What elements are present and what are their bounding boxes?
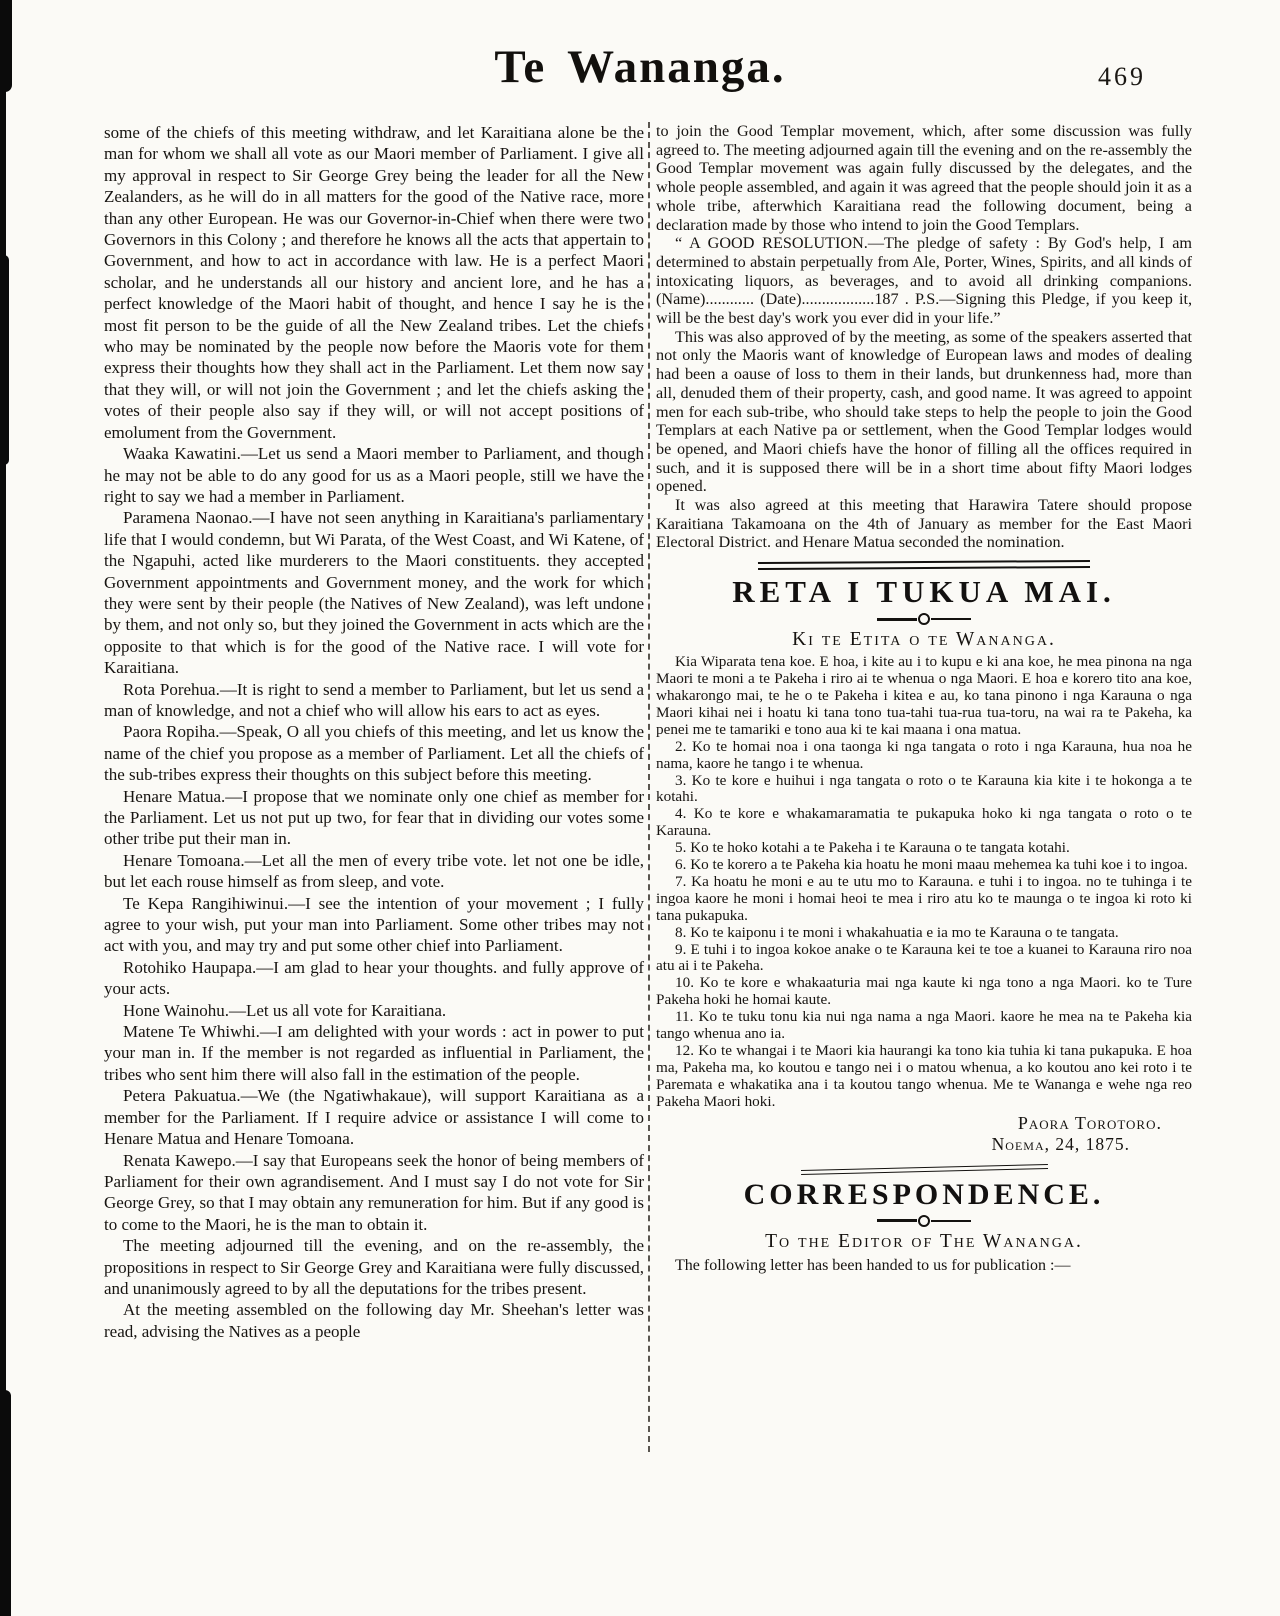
paragraph: Henare Tomoana.—Let all the men of every tribe vote. let not one be idle, but let each rouse himself as from sleep, and vote.: [104, 850, 644, 892]
masthead: [0, 40, 1280, 94]
right-column: [656, 122, 1192, 1275]
paragraph: The meeting adjourned till the evening, and on the re-assembly, the propositions in respect to Sir George Grey and Karaitiana were fully discussed, and unanimously agreed to by all the deputations for the tribes present.: [104, 1236, 644, 1298]
paragraph: Hone Wainohu.—Let us all vote for Karaitiana.: [123, 1000, 447, 1020]
paragraph: 12. Ko te whangai i te Maori kia haurangi ka tono kia tuhia ki tana pukapuka. E hoa ma, Pakeha ma, ko koutou e tango nei i o matou whenua, a ko koutou ano kei roto i te Paremata e whakatika ana i ta koutou tango whenua. Me te Wananga e wehe nga reo Pakeha Maori hoki.: [656, 1042, 1192, 1110]
section-separator-rule: [801, 1164, 1048, 1175]
ornament-circle: [918, 613, 930, 625]
masthead-title: Te Wananga.: [494, 41, 786, 93]
column-divider-rule: [648, 122, 650, 1452]
paragraph: The following letter has been handed to us for publication :—: [675, 1256, 1071, 1274]
double-rule-separator: [758, 560, 1090, 570]
correspondence-body: [656, 1256, 1192, 1275]
paragraph: some of the chiefs of this meeting withdraw, and let Karaitiana alone be the man for whom we shall all vote as our Maori member of Parliament. I give all my approval in respect to Sir George Grey being the leader for all the New Zealanders, as he will do in all matters for the good of the Native race, more than any other European. He was our Governor-in-Chief when there were two Governors in this Colony ; and therefore he knows all the acts that appertain to Government, and how to act in accordance with law. He is a perfect Maori scholar, and he understands all our history and ancient lore, and he has a perfect knowledge of the Maori habit of thought, and hence I say he is the most fit person to be the guide of all the New Zealand tribes. Let the chiefs who may be nominated by the people now before the Maoris vote for them express their thoughts how they shall act in the Parliament. Let them now say that they will, or will not join the Government ; and let the chiefs asking the votes of their people also say if they will, or will not accept positions of emolument from the Government.: [104, 123, 644, 442]
section-title-correspondence: CORRESPONDENCE.: [743, 1177, 1105, 1211]
paragraph: It was also agreed at this meeting that Harawira Tatere should propose Karaitiana Takamoana on the 4th of January as member for the East Maori Electoral District. and Henare Matua seconded the nomination.: [656, 496, 1192, 552]
paragraph: 3. Ko te kore e huihui i nga tangata o roto o te Karauna kia kite i te hokonga a te kotahi.: [656, 771, 1192, 806]
editor-salutation: To the Editor of The Wananga.: [765, 1230, 1083, 1252]
ornament-divider: [656, 613, 1192, 625]
paragraph: Paramena Naonao.—I have not seen anything in Karaitiana's parliamentary life that I would condemn, but Wi Parata, of the West Coast, and Wi Katene, of the Ngapuhi, acted like murderers to the Maori constituents. they accepted Government appointments and Government money, and the work for which they were sent by their people (the Natives of New Zealand), was left undone by them, and not only so, but they joined the Government in acts which are the opposite to that which is for the good of the Native race. I will vote for Karaitiana.: [104, 508, 644, 678]
ornament-line-left: [877, 1219, 917, 1222]
ornament-line-left: [877, 618, 917, 621]
paragraph: 10. Ko te kore e whakaaturia mai nga kaute ki nga tono a nga Maori. ko te Ture Pakeha hoki he homai kaute.: [656, 974, 1192, 1009]
paragraph: Matene Te Whiwhi.—I am delighted with your words : act in power to put your man in. If the member is not regarded as influential in Parliament, the tribes who sent him there will also fall in the estimation of the people.: [104, 1022, 644, 1084]
left-column: [104, 122, 644, 1342]
paragraph: Rotohiko Haupapa.—I am glad to hear your thoughts. and fully approve of your acts.: [104, 957, 644, 999]
paragraph: 8. Ko te kaiponu i te moni i whakahuatia e ia mo te Karauna o te tangata.: [675, 923, 1119, 941]
section-title-reta-i-tukua-mai: RETA I TUKUA MAI.: [732, 574, 1116, 610]
paragraph: At the meeting assembled on the following day Mr. Sheehan's letter was read, advising the Natives as a people: [104, 1300, 644, 1341]
paragraph: 11. Ko te tuku tonu kia nui nga nama a nga Maori. kaore he mea na te Pakeha kia tango whenua ano ia.: [656, 1008, 1192, 1043]
paragraph: 2. Ko te homai noa i ona taonga ki nga tangata o roto i nga Karauna, hua noa he nama, kaore he tango i te whenua.: [656, 737, 1192, 772]
paragraph: 7. Ka hoatu he moni e au te utu mo to Karauna. e tuhi i to ingoa. no te tuhinga i te ingoa kaore he moni i homai heoi te mea i riro atu ko te maunga o te ingoa ki roto ki tana pukapuka.: [656, 872, 1192, 924]
letter-signature: Paora Torotoro.: [1017, 1112, 1162, 1133]
ornament-circle: [918, 1215, 930, 1227]
paragraph: 5. Ko te hoko kotahi a te Pakeha i te Karauna o te tangata kotahi.: [675, 839, 1070, 857]
page-number: 469: [1098, 62, 1146, 91]
reta-letter-body: [656, 654, 1192, 1110]
paragraph: “ A GOOD RESOLUTION.—The pledge of safety : By God's help, I am determined to abstain perpetually from Ale, Porter, Wines, Spirits, and all kinds of intoxicating liquors, as beverages, and to avoid all drinking companions. (Name)............ (Date)..................187 . P.S.—Signing this Pledge, if you keep it, will be the best day's work you ever did in your life.”: [656, 234, 1192, 328]
paragraph: Henare Matua.—I propose that we nominate only one chief as member for the Parliament. Let us not put up two, for fear that in dividing our votes some other tribe put their man in.: [104, 786, 644, 849]
scan-artifact-blob-middle: [0, 255, 9, 465]
ornament-line-right: [931, 618, 971, 620]
scan-artifact-left-edge: [0, 0, 6, 1616]
letter-date: Noema, 24, 1875.: [991, 1133, 1130, 1154]
scan-artifact-blob-bottom: [0, 1390, 11, 1616]
paragraph: This was also approved of by the meeting, as some of the speakers asserted that not only the Maoris want of knowledge of European laws and modes of dealing had been a oause of loss to them in their lands, but drunkenness had, more than all, denuded them of their property, cash, and good name. It was agreed to appoint men for each sub-tribe, who should take steps to help the people to join the Good Templars at each Native pa or settlement, when the Good Templar lodges would be opened, and Maori chiefs have the honor of filling all the offices required in such, and it is supposed there will be in a short time about fifty Maori lodges opened.: [656, 327, 1192, 496]
paragraph: Te Kepa Rangihiwinui.—I see the intention of your movement ; I fully agree to your wish, put your man into Parliament. Some other tribes may not act with you, and may try and put some other chief into Parliament.: [104, 893, 644, 956]
paragraph: Paora Ropiha.—Speak, O all you chiefs of this meeting, and let us know the name of the chief you propose as a member of Parliament. Let all the chiefs of the sub-tribes express their thoughts on this subject before this meeting.: [104, 722, 644, 785]
paragraph: Petera Pakuatua.—We (the Ngatiwhakaue), will support Karaitiana as a member for the Parliament. If I require advice or assistance I will come to Henare Matua and Henare Tomoana.: [104, 1086, 644, 1149]
letter-salutation: Ki te Etita o te Wananga.: [792, 629, 1056, 651]
paragraph: Kia Wiparata tena koe. E hoa, i kite au i to kupu e ki ana koe, he mea pinona na nga Maori te moni a te Pakeha i riro ai te whenua o nga Maori. E hoa e korero tito ana koe, whakarongo mai, te he o te Pakeha i kitea e au, ko tana pinono i nga Karauna o nga Maori kihai nei i hoatu ki tana tono tua-tahi tua-rua tua-toru, na wai ra te Pakeha, ka penei me te tamariki e tono aua ki te kai maana i ona matua.: [656, 653, 1192, 738]
paragraph: Waaka Kawatini.—Let us send a Maori member to Parliament, and though he may not be able to do any good for us as a Maori people, still we have the right to say we had a member in Parliament.: [104, 444, 644, 506]
paragraph: 4. Ko te kore e whakamaramatia te pukapuka hoko ki nga tangata o roto o te Karauna.: [656, 805, 1192, 840]
right-column-top-paragraphs: [656, 122, 1192, 552]
paragraph: Rota Porehua.—It is right to send a member to Parliament, but let us send a man of knowledge, and not a chief who will allow his ears to act as eyes.: [104, 679, 644, 720]
paragraph: 9. E tuhi i to ingoa kokoe anake o te Karauna kei te toe a kuanei to Karauna riro noa atu ai i te Pakeha.: [656, 940, 1192, 975]
ornament-divider-correspondence: [656, 1215, 1192, 1227]
paragraph: Renata Kawepo.—I say that Europeans seek the honor of being members of Parliament for their own agrandisement. And I must say I do not vote for Sir George Grey, so that I may obtain any remuneration for him. But if any good is to come to the Maori, he is the man to obtain it.: [104, 1150, 644, 1234]
paragraph: to join the Good Templar movement, which, after some discussion was fully agreed to. The meeting adjourned again till the evening and on the re-assembly the Good Templar movement was again fully discussed by the delegates, and the whole people assembled, and again it was agreed that the people should join it as a whole tribe, afterwhich Karaitiana read the following document, being a declaration made by those who intend to join the Good Templars.: [656, 122, 1192, 234]
ornament-line-right: [931, 1220, 971, 1222]
paragraph: 6. Ko te korero a te Pakeha kia hoatu he moni maau mehemea ka tuhi koe i to ingoa.: [675, 856, 1188, 874]
